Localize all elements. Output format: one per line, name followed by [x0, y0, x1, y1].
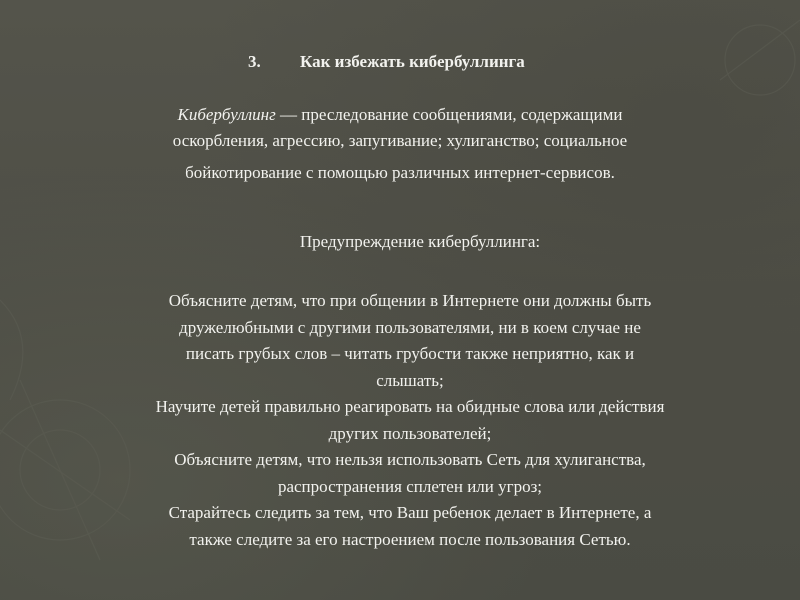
tip-line: Научите детей правильно реагировать на обидные слова или действия — [155, 397, 665, 416]
definition-paragraph — [100, 102, 700, 186]
tip-line: Старайтесь следить за тем, что Ваш ребенок делает в Интернете, а — [168, 503, 652, 522]
heading-title: Как избежать кибербуллинга — [300, 52, 525, 71]
tip-line: распространения сплетен или угроз; — [277, 476, 543, 496]
tip-line: писать грубых слов – читать грубости также неприятно, как и — [185, 344, 635, 363]
definition-term: Кибербуллинг — [177, 105, 276, 124]
tip-line: Объясните детям, что нельзя использовать Сеть для хулиганства, — [174, 450, 646, 469]
prevention-title: Предупреждение кибербуллинга: — [299, 232, 541, 251]
tip-line: дружелюбными с другими пользователями, ни в коем случае не — [179, 317, 641, 337]
tip-line: других пользователей; — [328, 423, 492, 443]
tips-list — [60, 288, 760, 553]
tip-item — [60, 500, 760, 553]
tip-item — [60, 447, 760, 500]
definition-text-line2: оскорбления, агрессию, запугивание; хулиганство; социальное — [172, 131, 628, 150]
heading-number: 3. — [248, 52, 261, 71]
tip-line: слышать; — [376, 370, 444, 390]
tip-line: также следите за его настроением после пользования Сетью. — [189, 529, 631, 549]
tip-item — [60, 394, 760, 447]
definition-text-line3: бойкотирование с помощью различных интернет-сервисов. — [185, 163, 615, 182]
tip-item — [60, 288, 760, 394]
slide-heading — [248, 52, 525, 72]
tip-line: Объясните детям, что при общении в Интернете они должны быть — [168, 291, 652, 310]
definition-text-line1: — преследование сообщениями, содержащими — [275, 105, 623, 124]
